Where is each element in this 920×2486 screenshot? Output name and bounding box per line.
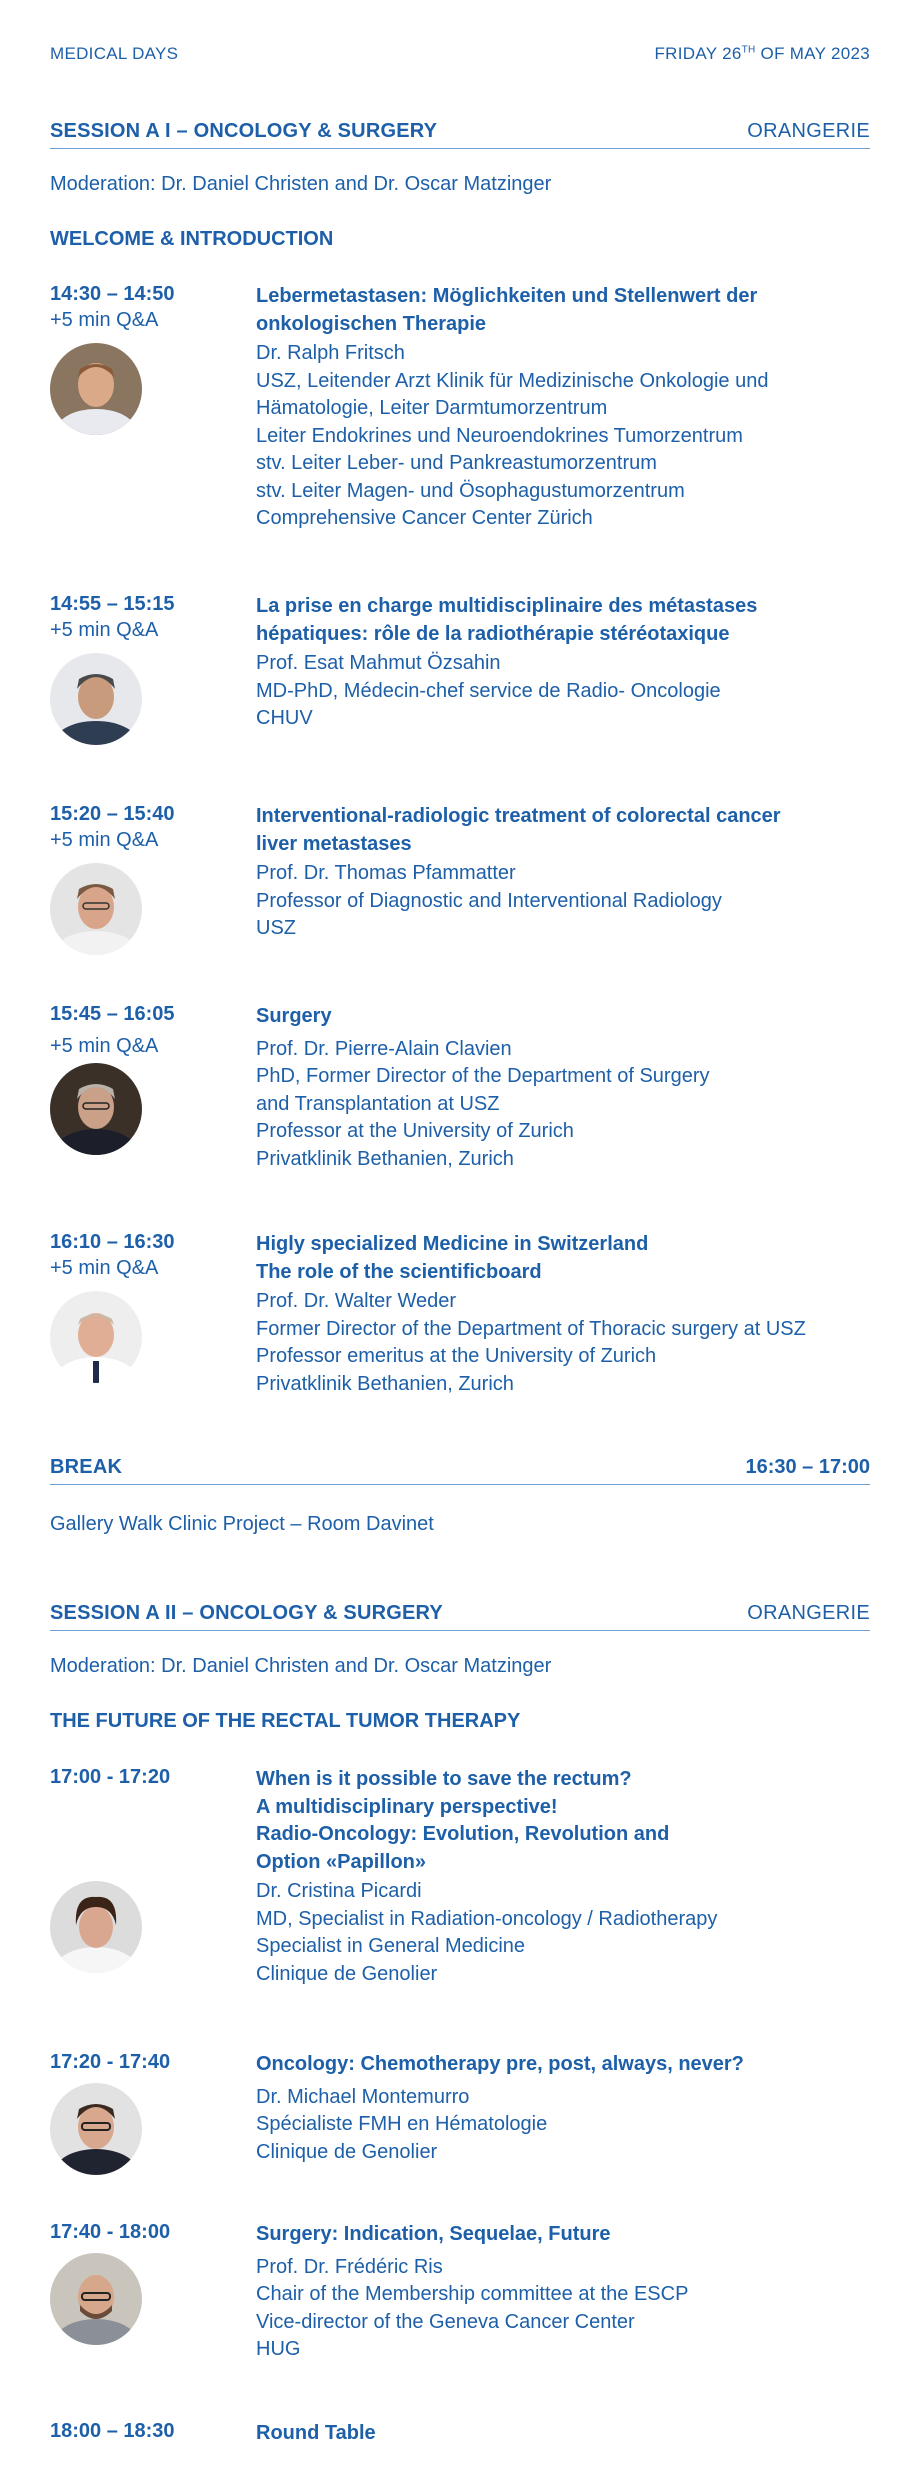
affiliation-line: Specialist in General Medicine: [256, 1935, 526, 1957]
talk-title-line: Surgery: Indication, Sequelae, Future: [256, 2223, 611, 2245]
speaker-affiliation: [256, 1063, 892, 1173]
closing-time: 18:00 – 18:30: [50, 2420, 175, 2442]
talk-time: 14:55 – 15:15: [50, 593, 175, 615]
talk-title: [256, 1003, 892, 1031]
speaker-name: Prof. Dr. Pierre-Alain Clavien: [256, 1037, 512, 1060]
affiliation-line: Spécialiste FMH en Hématologie: [256, 2113, 548, 2135]
talk-title-line: Surgery: [256, 1005, 332, 1027]
speaker-name: Prof. Dr. Thomas Pfammatter: [256, 862, 516, 884]
speaker-name: Dr. Michael Montemurro: [256, 2085, 470, 2108]
talk-title-line: When is it possible to save the rectum?: [256, 1768, 632, 1790]
talk-title-line: The role of the scientificboard: [256, 1260, 542, 1283]
affiliation-line: Professor at the University of Zurich: [256, 1120, 574, 1142]
talk-title-line: La prise en charge multidisciplinaire des métastases: [256, 595, 758, 617]
talk-title-line: Lebermetastasen: Möglichkeiten und Stellenwert der: [256, 285, 758, 307]
speaker-affiliation: [256, 1316, 892, 1399]
speaker-affiliation: [256, 888, 892, 943]
talk-details: [256, 1231, 892, 1398]
session-2-title: SESSION A II – ONCOLOGY & SURGERY: [50, 1602, 443, 1624]
talk-details: [256, 2051, 892, 2166]
speaker-photo-clavien: [50, 1063, 142, 1155]
affiliation-line: Vice-director of the Geneva Cancer Center: [256, 2310, 635, 2333]
talk-title: [256, 2221, 892, 2249]
speaker-name: Prof. Dr. Walter Weder: [256, 1290, 457, 1312]
affiliation-line: Former Director of the Department of Thoracic surgery at USZ: [256, 1317, 806, 1340]
talk-details: [256, 1766, 892, 1988]
session-2-moderation: Moderation: Dr. Daniel Christen and Dr. Oscar Matzinger: [50, 1655, 552, 1677]
affiliation-line: USZ: [256, 917, 296, 939]
talk-time: 15:45 – 16:05: [50, 1003, 175, 1025]
talk-details: [256, 1003, 892, 1173]
talk-title-line: hépatiques: rôle de la radiothérapie stéréotaxique: [256, 622, 730, 645]
speaker-name: Prof. Esat Mahmut Özsahin: [256, 652, 501, 674]
session-2-subheading: THE FUTURE OF THE RECTAL TUMOR THERAPY: [50, 1710, 521, 1732]
talk-qa: +5 min Q&A: [50, 1035, 159, 1057]
talk-title-line: Interventional-radiologic treatment of colorectal cancer: [256, 805, 781, 827]
talk-title: [256, 2051, 892, 2079]
affiliation-line: Leiter Endokrines und Neuroendokrines Tumorzentrum: [256, 424, 743, 447]
break-note: Gallery Walk Clinic Project – Room Davinet: [50, 1513, 434, 1535]
session-1-room: ORANGERIE: [747, 120, 870, 142]
affiliation-line: stv. Leiter Magen- und Ösophagustumorzentrum: [256, 479, 685, 502]
talk-title-line: Oncology: Chemotherapy pre, post, always, never?: [256, 2053, 744, 2075]
talk-title: [256, 593, 892, 648]
speaker-affiliation: [256, 678, 892, 733]
speaker-affiliation: [256, 1906, 892, 1989]
event-date-day: FRIDAY 26: [654, 44, 742, 63]
talk-title-line: Higly specialized Medicine in Switzerland: [256, 1233, 649, 1255]
talk-time: 15:20 – 15:40: [50, 803, 175, 825]
talk-time: 17:00 - 17:20: [50, 1766, 171, 1788]
talk-title: [256, 1231, 892, 1286]
speaker-affiliation: [256, 2111, 892, 2166]
talk-details: [256, 283, 892, 533]
talk-time: 17:20 - 17:40: [50, 2051, 171, 2073]
speaker-photo-ozsahin: [50, 653, 142, 745]
event-date-rest: OF MAY 2023: [755, 44, 870, 63]
talk-time: 14:30 – 14:50: [50, 283, 175, 305]
talk-title-line: A multidisciplinary perspective!: [256, 1795, 558, 1818]
session-2-header: [50, 1602, 870, 1631]
speaker-photo-fritsch: [50, 343, 142, 435]
talk-qa: +5 min Q&A: [50, 1257, 159, 1279]
affiliation-line: Chair of the Membership committee at the ESCP: [256, 2283, 689, 2305]
talk-title-line: Radio-Oncology: Evolution, Revolution and: [256, 1823, 670, 1845]
speaker-photo-montemurro: [50, 2083, 142, 2175]
speaker-name: Prof. Dr. Frédéric Ris: [256, 2255, 443, 2278]
closing-title: Round Table: [256, 2422, 376, 2444]
event-date: [654, 44, 870, 64]
affiliation-line: stv. Leiter Leber- und Pankreastumorzentrum: [256, 452, 657, 474]
affiliation-line: Hämatologie, Leiter Darmtumorzentrum: [256, 397, 608, 419]
affiliation-line: PhD, Former Director of the Department of Surgery: [256, 1065, 710, 1087]
affiliation-line: MD, Specialist in Radiation-oncology / Radiotherapy: [256, 1907, 718, 1930]
session-1-moderation: Moderation: Dr. Daniel Christen and Dr. Oscar Matzinger: [50, 173, 552, 195]
affiliation-line: USZ, Leitender Arzt Klinik für Medizinische Onkologie und: [256, 369, 769, 392]
speaker-name: Dr. Cristina Picardi: [256, 1880, 422, 1902]
affiliation-line: Professor of Diagnostic and Interventional Radiology: [256, 889, 722, 912]
affiliation-line: Privatklinik Bethanien, Zurich: [256, 1147, 514, 1170]
speaker-photo-picardi: [50, 1881, 142, 1973]
speaker-affiliation: [256, 368, 892, 533]
affiliation-line: Professor emeritus at the University of Zurich: [256, 1345, 657, 1367]
event-date-suffix: TH: [741, 44, 756, 56]
affiliation-line: Clinique de Genolier: [256, 2140, 438, 2163]
affiliation-line: HUG: [256, 2338, 301, 2360]
speaker-name: Dr. Ralph Fritsch: [256, 342, 405, 364]
talk-qa: +5 min Q&A: [50, 309, 159, 331]
event-name: MEDICAL DAYS: [50, 44, 179, 63]
affiliation-line: Comprehensive Cancer Center Zürich: [256, 507, 593, 529]
speaker-photo-ris: [50, 2253, 142, 2345]
talk-title: [256, 283, 892, 338]
affiliation-line: Privatklinik Bethanien, Zurich: [256, 1372, 514, 1395]
talk-title-line: onkologischen Therapie: [256, 312, 487, 335]
talk-title: [256, 803, 892, 858]
talk-title-line: Option «Papillon»: [256, 1850, 427, 1873]
speaker-affiliation: [256, 2281, 892, 2364]
speaker-photo-pfammatter: [50, 863, 142, 955]
affiliation-line: CHUV: [256, 707, 313, 729]
session-2-room: ORANGERIE: [747, 1602, 870, 1624]
talk-qa: +5 min Q&A: [50, 619, 159, 641]
talk-title: [256, 1766, 892, 1876]
affiliation-line: and Transplantation at USZ: [256, 1092, 500, 1115]
closing-details: [256, 2420, 892, 2448]
affiliation-line: Clinique de Genolier: [256, 1962, 438, 1985]
session-1-title: SESSION A I – ONCOLOGY & SURGERY: [50, 120, 438, 142]
affiliation-line: MD-PhD, Médecin-chef service de Radio- Oncologie: [256, 679, 721, 702]
session-1-subheading: WELCOME & INTRODUCTION: [50, 228, 334, 250]
session-1-header: [50, 120, 870, 149]
talk-time: 17:40 - 18:00: [50, 2221, 171, 2243]
talk-details: [256, 803, 892, 943]
break-label: BREAK: [50, 1456, 123, 1478]
talk-qa: +5 min Q&A: [50, 829, 159, 851]
talk-title-line: liver metastases: [256, 832, 412, 855]
speaker-photo-weder: [50, 1291, 142, 1383]
break-header: [50, 1456, 870, 1485]
talk-details: [256, 2221, 892, 2364]
talk-time: 16:10 – 16:30: [50, 1231, 175, 1253]
break-time: 16:30 – 17:00: [745, 1456, 870, 1478]
talk-details: [256, 593, 892, 733]
